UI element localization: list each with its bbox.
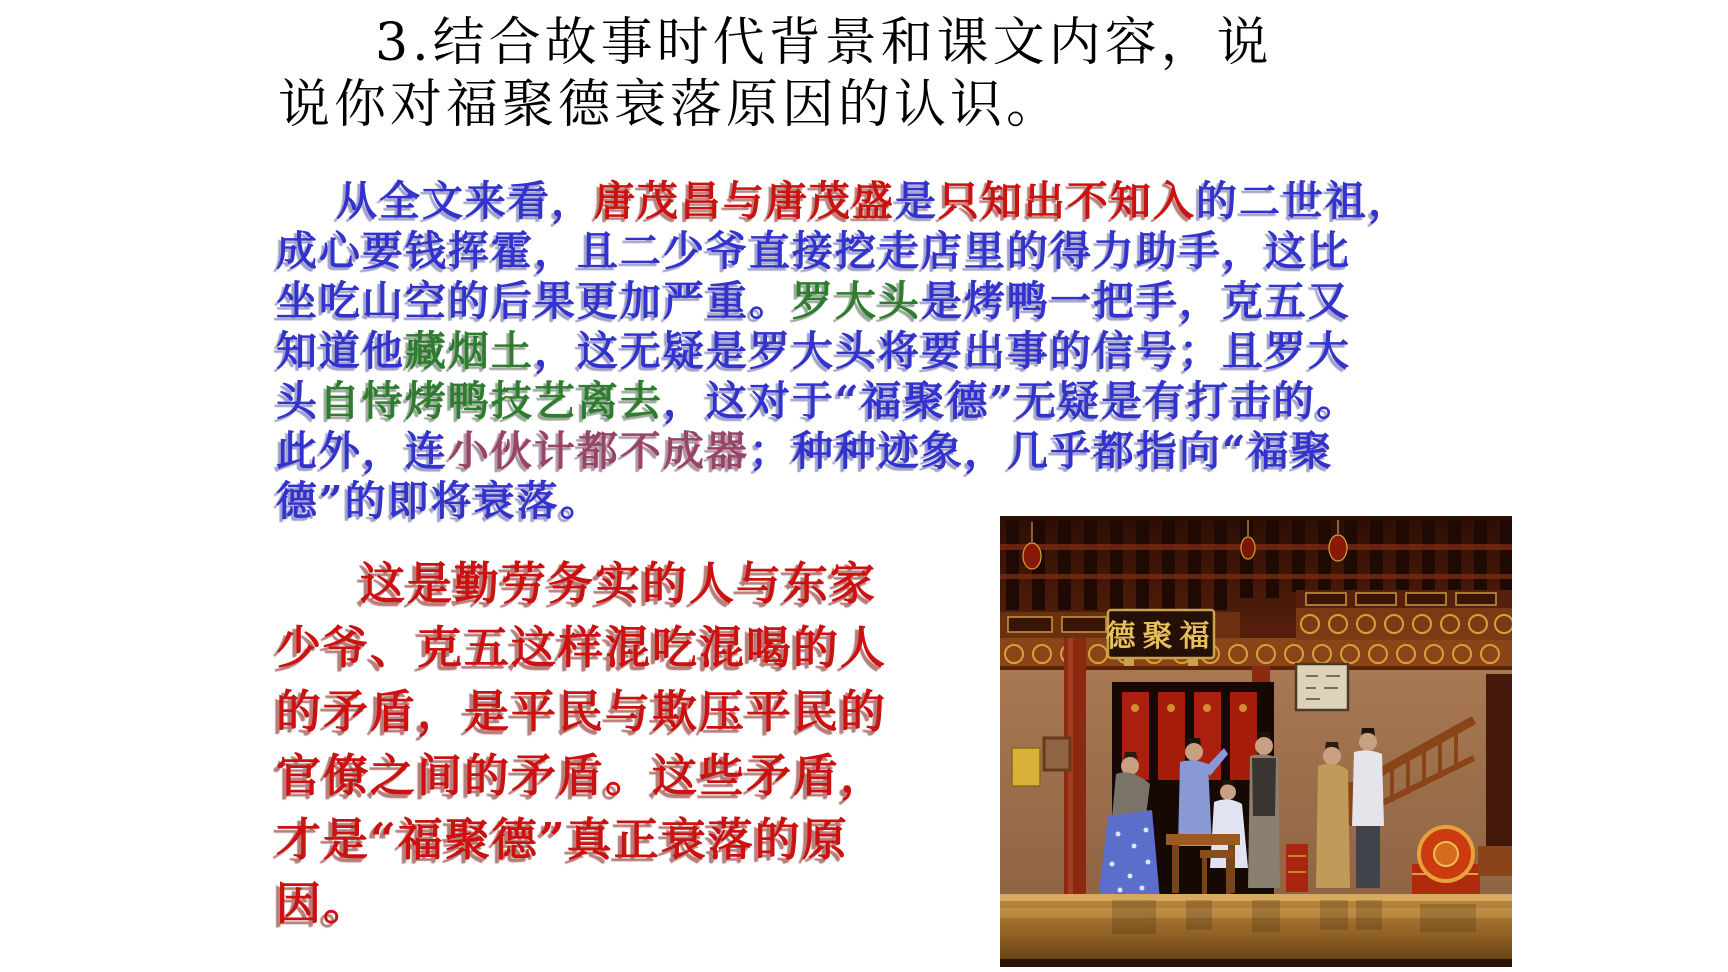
text-segment: 因。 [276, 877, 371, 930]
right-cabinet [1486, 674, 1512, 864]
text-line [276, 426, 1456, 476]
text-line [276, 376, 1456, 426]
text-segment: 罗大头 [792, 277, 921, 325]
text-line [276, 808, 986, 872]
slide-title [278, 12, 1478, 136]
text-segment: 唐茂昌与唐茂盛 [594, 177, 895, 225]
text-segment: 头 [276, 377, 319, 425]
stage-photo-svg [1000, 516, 1512, 967]
text-segment: 是烤鸭一把手，克五又 [921, 277, 1351, 325]
text-line [276, 680, 986, 744]
text-segment: 此外，连 [276, 427, 448, 475]
text-segment: 是 [895, 177, 938, 225]
text-segment: 坐吃山空的后果更加严重。 [276, 277, 792, 325]
text-line [276, 326, 1456, 376]
conclusion-paragraph [276, 552, 986, 936]
text-segment: 知道他 [276, 327, 405, 375]
text-line [276, 744, 986, 808]
analysis-paragraph [276, 176, 1456, 526]
title-line-2: 说你对福聚德衰落原因的认识。 [278, 75, 1063, 135]
text-line [276, 552, 986, 616]
title-line-1: 3.结合故事时代背景和课文内容，说 [375, 13, 1273, 73]
text-segment: 小伙计都不成器 [448, 427, 749, 475]
text-segment: ，这无疑是罗大头将要出事的信号；且罗大 [534, 327, 1351, 375]
text-segment: 的矛盾，是平民与欺压平民的 [276, 685, 888, 738]
table-and-chair [1166, 834, 1240, 894]
text-segment: 官僚之间的矛盾。这些矛盾， [276, 749, 888, 802]
text-segment: 少爷、克五这样混吃混喝的人 [276, 621, 888, 674]
text-segment: 这是勤劳务实的人与东家 [360, 557, 878, 610]
restaurant-sign-text: 德聚福 [1105, 619, 1217, 654]
text-segment: 自恃烤鸭技艺离去 [319, 377, 663, 425]
text-segment: 的二世祖， [1196, 177, 1411, 225]
wall-frame [1296, 664, 1348, 710]
text-segment: 从全文来看， [336, 177, 594, 225]
text-line [276, 616, 986, 680]
text-segment: ；种种迹象，几乎都指向“福聚 [749, 427, 1334, 475]
text-segment: 藏烟土 [405, 327, 534, 375]
text-line [276, 226, 1456, 276]
stage-photo [1000, 516, 1512, 967]
text-segment: ，这对于“福聚德”无疑是有打击的。 [663, 377, 1360, 425]
text-segment: 德”的即将衰落。 [276, 477, 603, 525]
text-line [276, 276, 1456, 326]
stage-floor [1000, 894, 1512, 967]
text-segment: 只知出不知入 [938, 177, 1196, 225]
text-line [276, 176, 1456, 226]
text-segment: 才是“福聚德”真正衰落的原 [276, 813, 849, 866]
plaque-band-right [1296, 590, 1512, 608]
restaurant-sign [1106, 610, 1217, 666]
text-segment: 成心要钱挥霍，且二少爷直接挖走店里的得力助手，这比 [276, 227, 1351, 275]
text-line [276, 872, 986, 936]
